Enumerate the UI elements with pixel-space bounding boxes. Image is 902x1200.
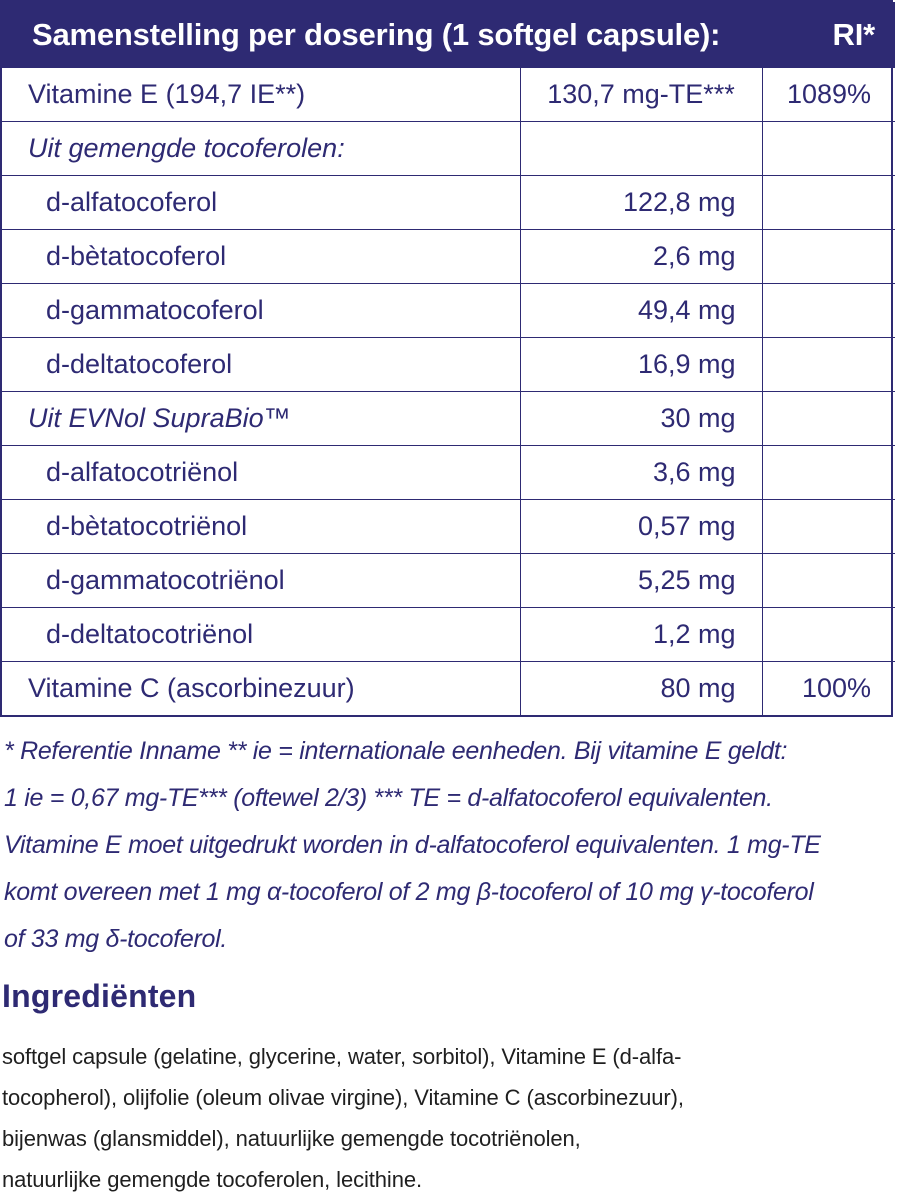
footnote [4, 728, 899, 963]
row-amount: 16,9 mg [520, 338, 762, 392]
table-row [2, 500, 895, 554]
footnote-line: 1 ie = 0,67 mg-TE*** (oftewel 2/3) *** TE = d-alfatocoferol equivalenten. [4, 784, 773, 812]
row-amount: 0,57 mg [520, 500, 762, 554]
ingredients-line: natuurlijke gemengde tocoferolen, lecithine. [2, 1167, 422, 1192]
row-ri [762, 446, 895, 500]
row-ri [762, 338, 895, 392]
row-amount: 5,25 mg [520, 554, 762, 608]
ri-column-header: RI* [832, 17, 876, 52]
row-ri: 1089% [762, 68, 895, 122]
row-name: Vitamine E (194,7 IE**) [2, 68, 520, 122]
row-name: Vitamine C (ascorbinezuur) [2, 662, 520, 716]
row-amount: 130,7 mg-TE*** [520, 68, 762, 122]
table-header-row [2, 2, 895, 68]
row-name: Uit gemengde tocoferolen: [2, 122, 520, 176]
row-name: d-bètatocotriënol [2, 500, 520, 554]
table-row [2, 392, 895, 446]
row-ri [762, 500, 895, 554]
row-ri [762, 392, 895, 446]
table-row [2, 662, 895, 716]
row-amount [520, 122, 762, 176]
row-amount: 49,4 mg [520, 284, 762, 338]
row-ri: 100% [762, 662, 895, 716]
table-row [2, 554, 895, 608]
footnote-line: of 33 mg δ-tocoferol. [4, 925, 227, 953]
row-ri [762, 284, 895, 338]
row-name: Uit EVNol SupraBio™ [2, 392, 520, 446]
row-ri [762, 554, 895, 608]
row-name: d-alfatocoferol [2, 176, 520, 230]
row-name: d-gammatocotriënol [2, 554, 520, 608]
composition-table [2, 2, 895, 715]
footnote-line: Vitamine E moet uitgedrukt worden in d-alfatocoferol equivalenten. 1 mg-TE [4, 831, 821, 859]
table-row [2, 68, 895, 122]
footnote-line: * Referentie Inname ** ie = internationale eenheden. Bij vitamine E geldt: [4, 737, 788, 765]
table-title: Samenstelling per dosering (1 softgel capsule): [32, 17, 721, 52]
table-row [2, 230, 895, 284]
ingredients-line: softgel capsule (gelatine, glycerine, water, sorbitol), Vitamine E (d-alfa- [2, 1044, 682, 1069]
table-row [2, 608, 895, 662]
ingredients-line: tocopherol), olijfolie (oleum olivae virgine), Vitamine C (ascorbinezuur), [2, 1085, 684, 1110]
row-name: d-gammatocoferol [2, 284, 520, 338]
table-row [2, 446, 895, 500]
table-row [2, 338, 895, 392]
row-ri [762, 122, 895, 176]
footnote-line: komt overeen met 1 mg α-tocoferol of 2 mg β-tocoferol of 10 mg γ-tocoferol [4, 878, 814, 906]
ingredients-heading: Ingrediënten [2, 978, 197, 1014]
row-amount: 80 mg [520, 662, 762, 716]
table-row [2, 284, 895, 338]
row-name: d-deltatocoferol [2, 338, 520, 392]
row-amount: 1,2 mg [520, 608, 762, 662]
table-row [2, 122, 895, 176]
row-name: d-alfatocotriënol [2, 446, 520, 500]
ingredients-line: bijenwas (glansmiddel), natuurlijke gemengde tocotriënolen, [2, 1126, 581, 1151]
row-ri [762, 230, 895, 284]
ingredients-list [2, 1036, 898, 1200]
row-amount: 2,6 mg [520, 230, 762, 284]
row-ri [762, 176, 895, 230]
row-amount: 122,8 mg [520, 176, 762, 230]
row-amount: 30 mg [520, 392, 762, 446]
table-row [2, 176, 895, 230]
row-name: d-bètatocoferol [2, 230, 520, 284]
row-ri [762, 608, 895, 662]
row-name: d-deltatocotriënol [2, 608, 520, 662]
row-amount: 3,6 mg [520, 446, 762, 500]
